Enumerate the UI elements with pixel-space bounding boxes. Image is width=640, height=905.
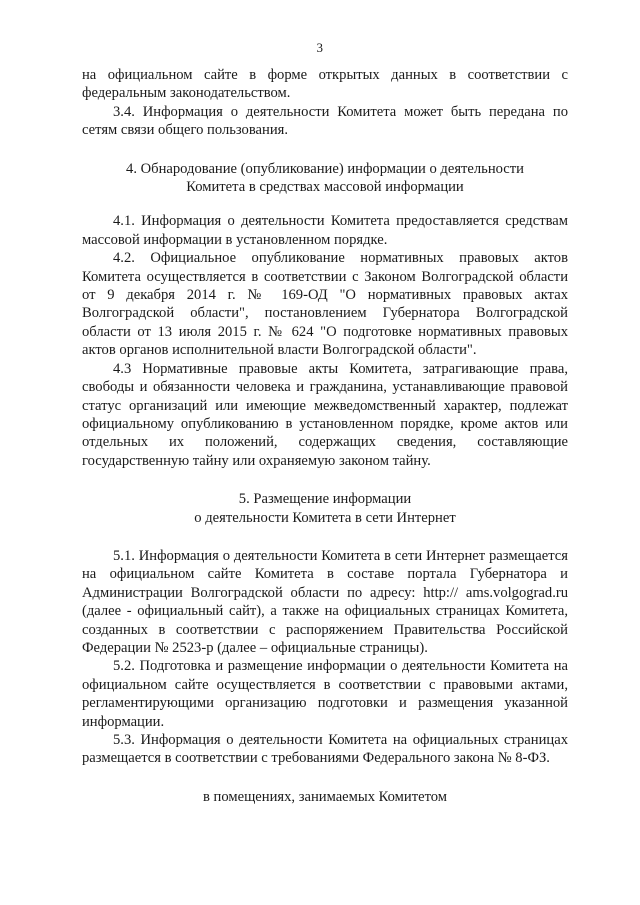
spacer xyxy=(82,768,568,788)
section-5-heading xyxy=(82,490,568,527)
paragraph-3-4: 3.4. Информация о деятельности Комитета может быть передана по сетям связи общего пользования. xyxy=(82,103,568,139)
spacer xyxy=(82,527,568,547)
spacer xyxy=(82,196,568,212)
spacer xyxy=(82,470,568,490)
paragraph-4-3: 4.3 Нормативные правовые акты Комитета, затрагивающие права, свободы и обязанности человека и гражданина, устанавливающие правовой статус организаций или имеющие межведомственный характер, подлежат официальному опубликованию в установленном порядке, кроме актов или отдельных их положений, содержащих сведения, составляющие государственную тайну или охраняемую законом тайну. xyxy=(82,360,568,469)
document-body xyxy=(82,66,568,806)
paragraph-continuation: на официальном сайте в форме открытых данных в соответствии с федеральным законодательством. xyxy=(82,67,568,102)
section-5-heading-line-1: 5. Размещение информации xyxy=(238,491,412,508)
page-number: 3 xyxy=(316,40,324,55)
section-6-heading-line-2: в помещениях, занимаемых Комитетом xyxy=(202,788,448,805)
section-4-heading-line-2: Комитета в средствах массовой информации xyxy=(186,179,464,196)
section-4-heading xyxy=(82,160,568,197)
section-4-heading-line-1: 4. Обнародование (опубликование) информации о деятельности xyxy=(126,160,524,177)
paragraph-5-3: 5.3. Информация о деятельности Комитета на официальных страницах размещается в соответствии с требованиями Федерального закона № 8-ФЗ. xyxy=(82,732,568,767)
spacer xyxy=(82,140,568,160)
section-5-heading-line-2: о деятельности Комитета в сети Интернет xyxy=(194,509,456,526)
paragraph-5-2: 5.2. Подготовка и размещение информации о деятельности Комитета на официальном сайте осуществляется в соответствии с правовыми актами, регламентирующими организацию подготовки и размещения указанной информации. xyxy=(82,658,568,730)
paragraph-4-1: 4.1. Информация о деятельности Комитета предоставляется средствам массовой информации в установленном порядке. xyxy=(82,213,568,248)
paragraph-4-2: 4.2. Официальное опубликование нормативных правовых актов Комитета осуществляется в соответствии с Законом Волгоградской области от 9 декабря 2014 г. № 169-ОД "О нормативных правовых актах Волгоградской области", постановлением Губернатора Волгоградской области от 13 июля 2015 г. № 624 "О подготовке нормативных правовых актов органов исполнительной власти Волгоградской области". xyxy=(82,250,568,359)
paragraph-5-1: 5.1. Информация о деятельности Комитета в сети Интернет размещается на официальном сайте Комитета в составе портала Губернатора и Администрации Волгоградской области по адресу: http:// ams.volgograd.ru (далее - официальный сайт), а также на официальных страницах Комитета, созданных в соответствии с распоряжением Правительства Российской Федерации № 2523-р (далее – официальные страницы). xyxy=(82,547,568,656)
section-6-heading xyxy=(82,788,568,806)
